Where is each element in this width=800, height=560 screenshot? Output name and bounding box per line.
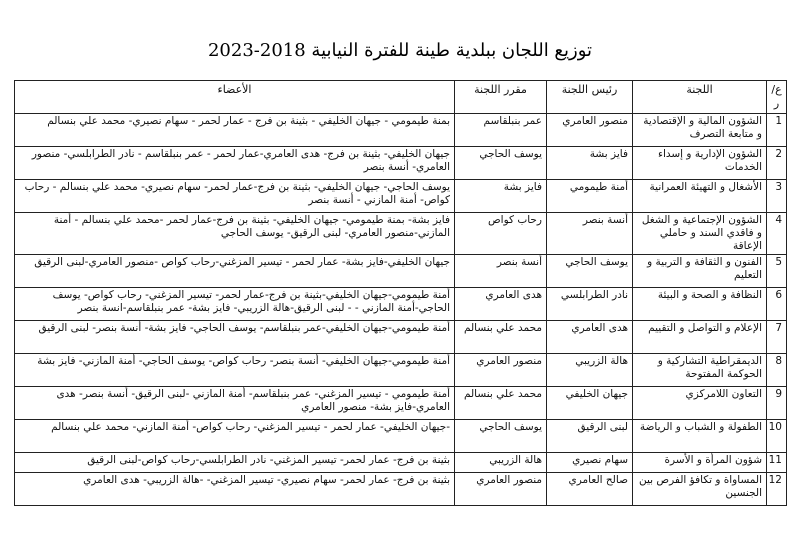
table-row [15, 453, 787, 473]
row-members: أمنة طيمومي - تيسير المزغني- عمر بنبلقاسم- أمنة المازني -لبنى الرقيق- أنسة بنصر- هدى العامري-فايز بشة- منصور العامري [15, 387, 455, 420]
row-rapporteur: يوسف الحاجي [455, 147, 547, 180]
row-num: 6 [767, 288, 787, 321]
row-rapporteur: هالة الزريبي [455, 453, 547, 473]
row-chair: جيهان الخليفي [547, 387, 633, 420]
table-row [15, 255, 787, 288]
row-committee: الديمقراطية التشاركية و الحوكمة المفتوحة [633, 354, 767, 387]
row-num: 12 [767, 473, 787, 506]
header-members: الأعضاء [15, 81, 455, 114]
committees-table [14, 80, 787, 506]
row-rapporteur: منصور العامري [455, 354, 547, 387]
table-row [15, 354, 787, 387]
table-row [15, 180, 787, 213]
row-num: 4 [767, 213, 787, 255]
row-members: بثينة بن فرج- عمار لحمر- تيسير المزغني- نادر الطرابلسي-رحاب كواص-لبنى الرقيق [15, 453, 455, 473]
row-committee: الشؤون الإجتماعية و الشغل و فاقدي السند و حاملي الإعاقة [633, 213, 767, 255]
row-committee: النظافة و الصحة و البيئة [633, 288, 767, 321]
row-committee: التعاون اللامركزي [633, 387, 767, 420]
row-rapporteur: هدى العامري [455, 288, 547, 321]
row-committee: الأشغال و التهيئة العمرانية [633, 180, 767, 213]
row-chair: سهام نصيري [547, 453, 633, 473]
row-rapporteur: محمد علي بنسالم [455, 321, 547, 354]
row-chair: نادر الطرابلسي [547, 288, 633, 321]
row-members: أمنة طيمومي-جيهان الخليفي-عمر بنبلقاسم- يوسف الحاجي- فايز بشة- أنسة بنصر- لبنى الرقيق [15, 321, 455, 354]
header-rapporteur: مقرر اللجنة [455, 81, 547, 114]
row-rapporteur: يوسف الحاجي [455, 420, 547, 453]
row-committee: الفنون و الثقافة و التربية و التعليم [633, 255, 767, 288]
table-row [15, 321, 787, 354]
row-num: 7 [767, 321, 787, 354]
row-committee: الطفولة و الشباب و الرياضة [633, 420, 767, 453]
document-title: توزيع اللجان ببلدية طينة للفترة النيابية 2018-2023 [207, 40, 593, 61]
row-rapporteur: فايز بشة [455, 180, 547, 213]
table-row [15, 387, 787, 420]
row-rapporteur: منصور العامري [455, 473, 547, 506]
row-chair: لبنى الرقيق [547, 420, 633, 453]
row-rapporteur: محمد علي بنسالم [455, 387, 547, 420]
row-committee: الشؤون المالية و الإقتصادية و متابعة التصرف [633, 114, 767, 147]
row-chair: هالة الزريبي [547, 354, 633, 387]
row-chair: أمنة طيمومي [547, 180, 633, 213]
table-row [15, 473, 787, 506]
table-row [15, 420, 787, 453]
header-num: ع/ر [767, 81, 787, 114]
table-row [15, 213, 787, 255]
row-num: 11 [767, 453, 787, 473]
row-members: يوسف الحاجي- جيهان الخليفي- بثينة بن فرج-عمار لحمر- سهام نصيري- محمد علي بنسالم - رحاب كواص- أمنة المازني - أنسة بنصر [15, 180, 455, 213]
row-members: -جيهان الخليفي- عمار لحمر - تيسير المزغني- رحاب كواص- أمنة المازني- محمد علي بنسالم [15, 420, 455, 453]
row-members: أمنة طيمومي-جيهان الخليفي- أنسة بنصر- رحاب كواص- يوسف الحاجي- أمنة المازني- فايز بشة [15, 354, 455, 387]
row-num: 8 [767, 354, 787, 387]
row-rapporteur: رحاب كواص [455, 213, 547, 255]
row-rapporteur: عمر بنبلقاسم [455, 114, 547, 147]
row-rapporteur: أنسة بنصر [455, 255, 547, 288]
row-members: جيهان الخليفي- بثينة بن فرج- هدى العامري-عمار لحمر - عمر بنبلقاسم - نادر الطرابلسي- منصور العامري- أنسة بنصر [15, 147, 455, 180]
row-num: 5 [767, 255, 787, 288]
row-committee: المساواة و تكافؤ الفرص بين الجنسين [633, 473, 767, 506]
table-row [15, 147, 787, 180]
row-chair: أنسة بنصر [547, 213, 633, 255]
row-chair: منصور العامري [547, 114, 633, 147]
row-members: جيهان الخليفي-فايز بشة- عمار لحمر - تيسير المزغني-رحاب كواص -منصور العامري-لبنى الرقيق [15, 255, 455, 288]
row-committee: شؤون المرأة و الأسرة [633, 453, 767, 473]
row-num: 2 [767, 147, 787, 180]
row-members: بمنة طيمومي - جيهان الخليفي - بثينة بن فرج - عمار لحمر - سهام نصيري- محمد علي بنسالم [15, 114, 455, 147]
table-row [15, 114, 787, 147]
row-committee: الإعلام و التواصل و التقييم [633, 321, 767, 354]
header-committee: اللجنة [633, 81, 767, 114]
row-num: 9 [767, 387, 787, 420]
row-num: 1 [767, 114, 787, 147]
row-chair: يوسف الحاجي [547, 255, 633, 288]
row-members: أمنة طيمومي-جيهان الخليفي-بثينة بن فرج-عمار لحمر- تيسير المزغني- رحاب كواص- يوسف الحاجي-أمنة المازني - - لبنى الرقيق-هالة الزريبي- فايز بشة- عمر بنبلقاسم-انسة بنصر [15, 288, 455, 321]
row-num: 10 [767, 420, 787, 453]
row-num: 3 [767, 180, 787, 213]
header-chair: رئيس اللجنة [547, 81, 633, 114]
row-members: فايز بشة- بمنة طيمومي- جيهان الخليفي- بثينة بن فرج-عمار لحمر -محمد علي بنسالم - أمنة المازني-منصور العامري- لبنى الرقيق- يوسف الحاجي [15, 213, 455, 255]
row-committee: الشؤون الإدارية و إسداء الخدمات [633, 147, 767, 180]
table-row [15, 288, 787, 321]
row-members: بثينة بن فرج- عمار لحمر- سهام نصيري- تيسير المزغني- -هالة الزريبي- هدى العامري [15, 473, 455, 506]
row-chair: هدى العامري [547, 321, 633, 354]
table-header-row [15, 81, 787, 114]
row-chair: فايز بشة [547, 147, 633, 180]
row-chair: صالح العامري [547, 473, 633, 506]
